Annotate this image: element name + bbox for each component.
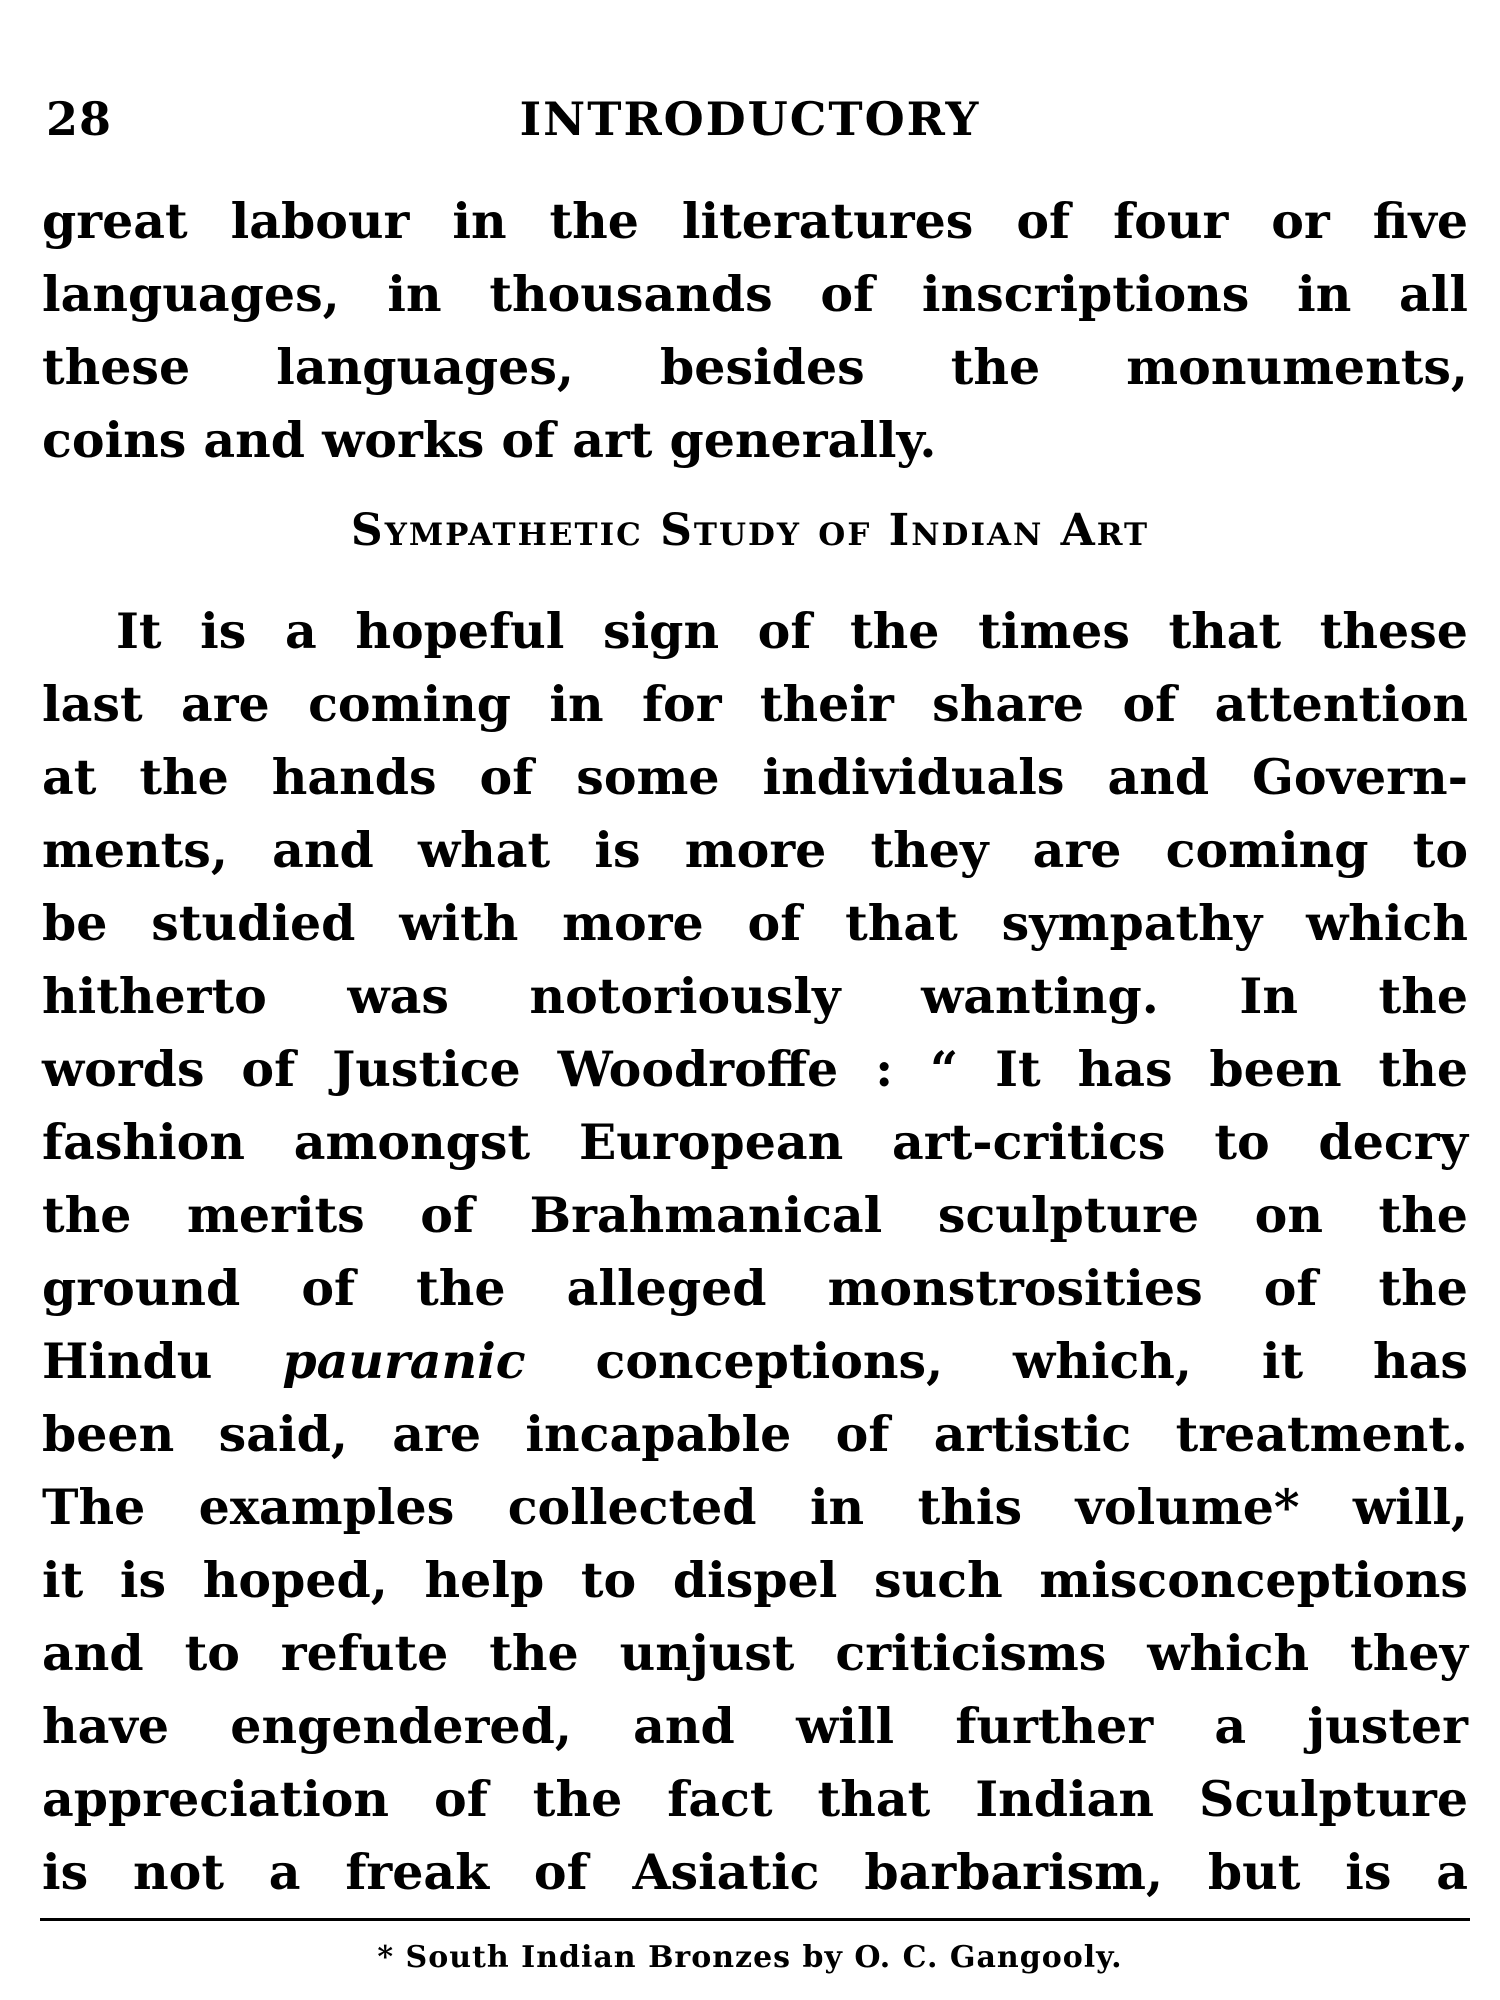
footnote: * South Indian Bronzes by O. C. Gangooly. — [377, 1940, 1123, 1975]
text-line: The examples collected in this volume* will, — [42, 1478, 1468, 1536]
text-line: is not a freak of Asiatic barbarism, but is a — [42, 1843, 1468, 1901]
text-line: the merits of Brahmanical sculpture on the — [42, 1186, 1468, 1244]
text-segment: Hindu — [42, 1332, 213, 1390]
text-line: great labour in the literatures of four or five — [42, 192, 1468, 250]
page-number: 28 — [46, 92, 113, 146]
text-line: coins and works of art generally. — [42, 411, 937, 469]
footnote-rule — [40, 1918, 1470, 1921]
text-line: appreciation of the fact that Indian Sculpture — [42, 1770, 1468, 1828]
text-line: ground of the alleged monstrosities of the — [42, 1259, 1468, 1317]
text-line: it is hoped, help to dispel such misconceptions — [42, 1551, 1468, 1609]
text-line: be studied with more of that sympathy which — [42, 894, 1468, 952]
text-segment: conceptions, which, it has — [595, 1332, 1468, 1390]
text-line: have engendered, and will further a juster — [42, 1697, 1468, 1755]
running-head — [40, 92, 1460, 152]
paragraph-continued — [42, 185, 1468, 477]
text-line: hitherto was notoriously wanting. In the — [42, 967, 1468, 1025]
section-heading: Sympathetic Study of Indian Art — [350, 505, 1150, 556]
text-line: last are coming in for their share of attention — [42, 675, 1468, 733]
text-line-with-italic — [42, 1325, 1468, 1398]
text-line: It is a hopeful sign of the times that these — [116, 602, 1468, 660]
text-line: been said, are incapable of artistic treatment. — [42, 1405, 1468, 1463]
text-line: fashion amongst European art-critics to decry — [42, 1113, 1468, 1171]
text-line: words of Justice Woodroffe : “ It has been the — [42, 1040, 1468, 1098]
text-line: at the hands of some individuals and Govern- — [42, 748, 1468, 806]
text-line: these languages, besides the monuments, — [42, 338, 1468, 396]
text-line: languages, in thousands of inscriptions in all — [42, 265, 1468, 323]
running-title: INTRODUCTORY — [519, 92, 981, 146]
text-line: ments, and what is more they are coming to — [42, 821, 1468, 879]
text-line: and to refute the unjust criticisms which they — [42, 1624, 1468, 1682]
italic-term: pauranic — [282, 1332, 526, 1390]
paragraph-main — [42, 595, 1468, 1909]
